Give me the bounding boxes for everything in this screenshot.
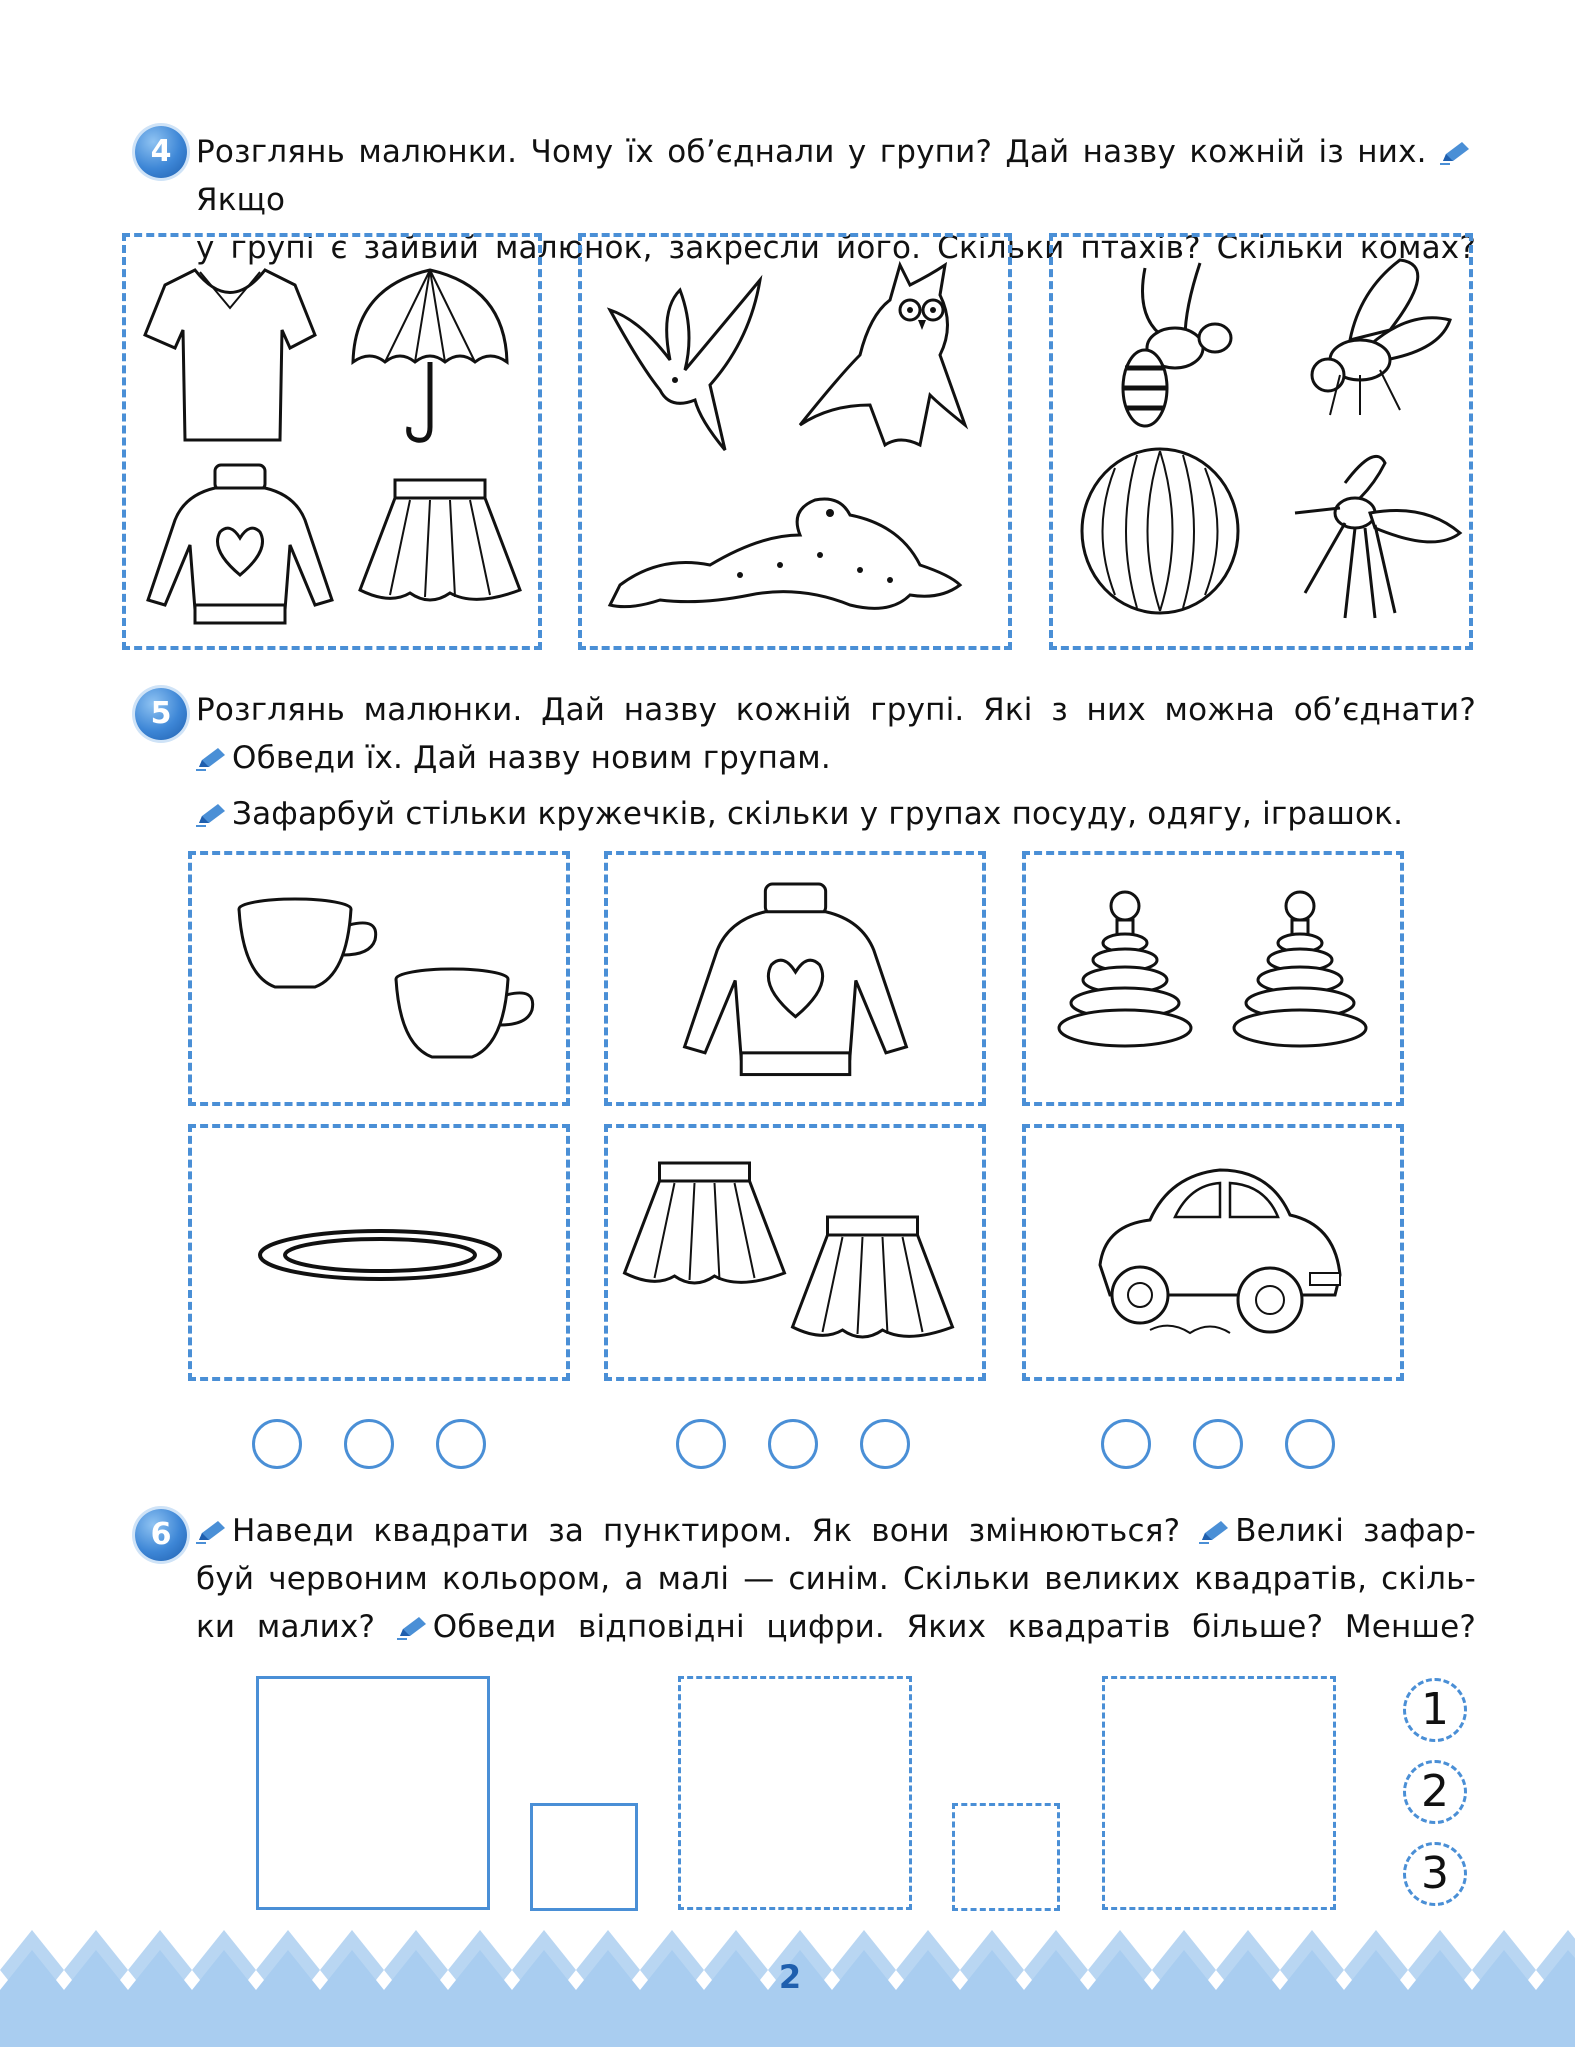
pyramid-toy-icon[interactable] xyxy=(1055,888,1195,1053)
color-circle[interactable] xyxy=(860,1419,910,1469)
color-circle[interactable] xyxy=(676,1419,726,1469)
umbrella-icon[interactable] xyxy=(345,262,515,447)
task6-line3: ки малих? Обведи відповідні цифри. Яких квадратів більше? Менше? xyxy=(196,1609,1476,1645)
big-square-dotted[interactable] xyxy=(678,1676,912,1910)
task-number-badge: 4 xyxy=(135,126,187,178)
task4-line1: Розглянь малюнки. Чому їх об’єднали у групи? Дай назву кожній із них. xyxy=(196,134,1427,170)
t-shirt-icon[interactable] xyxy=(140,260,320,450)
number-option-2[interactable]: 2 xyxy=(1403,1760,1467,1824)
pencil-icon xyxy=(1199,1519,1231,1545)
color-circle[interactable] xyxy=(344,1419,394,1469)
task-number-badge: 6 xyxy=(135,1509,187,1561)
watermelon-icon[interactable] xyxy=(1075,443,1245,618)
bird-icon[interactable] xyxy=(600,270,770,470)
color-circle[interactable] xyxy=(436,1419,486,1469)
big-square-dotted[interactable] xyxy=(1102,1676,1336,1910)
owl-icon[interactable] xyxy=(790,255,1000,470)
skirt-icon[interactable] xyxy=(350,475,530,615)
small-square[interactable] xyxy=(530,1803,638,1911)
fly-icon[interactable] xyxy=(1290,250,1455,425)
cup-icon[interactable] xyxy=(392,965,542,1065)
mosquito-icon[interactable] xyxy=(1285,443,1465,623)
skirt-icon[interactable] xyxy=(612,1158,797,1298)
color-circle[interactable] xyxy=(768,1419,818,1469)
color-circle[interactable] xyxy=(1285,1419,1335,1469)
color-circle[interactable] xyxy=(252,1419,302,1469)
pyramid-toy-icon[interactable] xyxy=(1230,888,1370,1053)
task5-line1: Розглянь малюнки. Дай назву кожній групі. Які з них можна об’єднати? xyxy=(196,692,1476,728)
pencil-icon xyxy=(1440,140,1472,166)
task5-line2: Обведи їх. Дай назву новим групам. xyxy=(196,734,1476,782)
number-option-1[interactable]: 1 xyxy=(1403,1678,1467,1742)
pencil-icon xyxy=(196,746,228,772)
task6-line1: Наведи квадрати за пунктиром. Як вони змінюються? Великі зафар- xyxy=(196,1507,1476,1555)
page-number: 2 xyxy=(778,1958,802,1996)
big-square[interactable] xyxy=(256,1676,490,1910)
frog-icon[interactable] xyxy=(600,475,970,625)
number-option-3[interactable]: 3 xyxy=(1403,1842,1467,1906)
car-icon[interactable] xyxy=(1080,1155,1350,1340)
task4-line1b: Якщо xyxy=(196,182,286,218)
bee-icon[interactable] xyxy=(1105,258,1255,433)
pencil-icon xyxy=(397,1615,429,1641)
task6-line2: буй червоним кольором, а малі — синім. Скільки великих квадратів, скіль- xyxy=(196,1561,1476,1597)
task5-line3: Зафарбуй стільки кружечків, скільки у групах посуду, одягу, іграшок. xyxy=(196,790,1476,838)
small-square-dotted[interactable] xyxy=(952,1803,1060,1911)
plate-icon[interactable] xyxy=(255,1225,505,1285)
sweater-icon[interactable] xyxy=(140,460,340,630)
task-number-badge: 5 xyxy=(135,688,187,740)
color-circle[interactable] xyxy=(1101,1419,1151,1469)
color-circle[interactable] xyxy=(1193,1419,1243,1469)
skirt-icon[interactable] xyxy=(780,1212,965,1352)
task4-line2: у групі є зайвий малюнок, закресли його. Скільки птахів? Скільки комах? xyxy=(196,230,1476,266)
cup-icon[interactable] xyxy=(235,895,385,995)
task5-instructions xyxy=(196,686,1476,838)
sweater-icon[interactable] xyxy=(648,878,943,1083)
pencil-icon xyxy=(196,1519,228,1545)
pencil-icon xyxy=(196,802,228,828)
task6-instructions xyxy=(196,1507,1476,1651)
